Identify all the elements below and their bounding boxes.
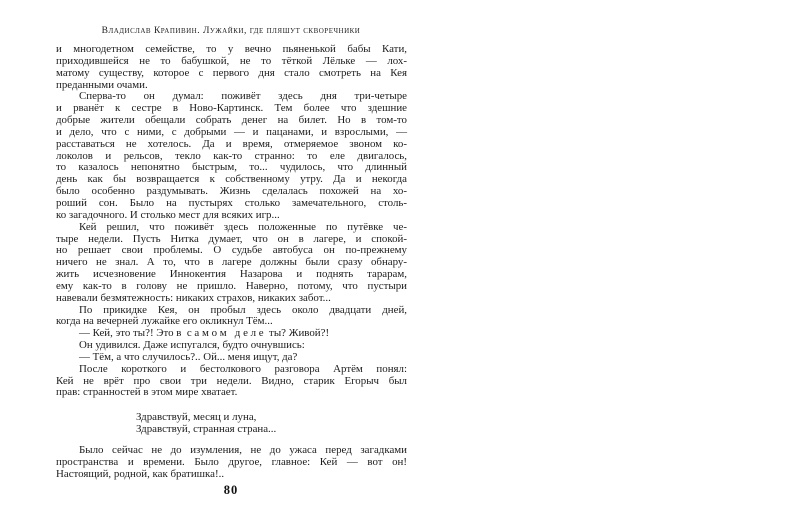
text-line: ему как-то в голову не пришло. Наверно, потому, что пустыри [56,279,407,292]
text-line: По прикидке Кея, он пробыл здесь около двадцати дней, [79,303,407,316]
verse-line: Здравствуй, странная страна... [136,423,277,436]
text-line: расставаться не хотелось. Да и время, отмеряемое звоном ко- [56,137,407,150]
text-line: Он удивился. Даже испугался, будто очнувшись: [79,339,305,352]
text-line: добрые жители обещали собрать денег на билет. Но в том-то [56,114,407,127]
text-line: и дело, что с ними, с добрыми — и пацанами, и взрослыми, — [56,125,407,138]
text-line: Сперва-то он думал: поживёт здесь дня три-четыре [79,90,407,103]
text-line: преданными очами. [56,78,148,91]
text-line: локолов и рельсов, текло как-то странно: то еле двигалось, [56,149,407,162]
text-line: приходившейся не то бабушкой, не то тёткой Лёльке — лох- [56,54,407,67]
text-line: тыре недели. Пусть Нитка думает, что он в лагере, и спокой- [56,232,407,245]
text-line: пространства и времени. Было другое, главное: Кей — вот он! [56,455,407,468]
text-line: роший сон. Было на пустырях столько замечательного, столь- [56,196,407,209]
text-line: прав: странностей в этом мире хватает. [56,386,238,399]
text-line: матому существу, которое с первого дня стало смотреть на Кея [56,66,407,79]
text-line: и многодетном семействе, то у вечно пьяненькой бабы Кати, [56,43,407,55]
text-line: и рванёт к сестре в Ново-Картинск. Тем более что здешние [56,102,407,115]
text-column [56,44,407,481]
verse-line: Здравствуй, месяц и луна, [136,411,257,424]
text-line: жить исчезновение Иннокентия Назарова и поднять тарарам, [56,268,407,281]
text-line: После короткого и бестолкового разговора Артём понял: [79,362,407,375]
text-line: ко загадочного. И столько мест для всяких игр... [56,208,280,221]
text-line: когда на вечерней лужайке его окликнул Тём... [56,315,273,328]
running-title: Владислав Крапивин. Лужайки, где пляшут скворечники [101,26,361,36]
text-line: Кей решил, что поживёт здесь положенные по путёвке че- [79,220,407,233]
text-line: день как бы возвращается к собственному утру. Да и некогда [56,173,407,186]
text-line: было особенно раздумывать. Жизнь сделалась похожей на хо- [56,185,407,198]
text-line: то казалось непонятно быстрым, то... чудилось, что длинный [56,161,407,174]
page-number: 80 [223,483,239,497]
text-line: ничего не знал. А то, что в лагере должны были сразу обнару- [56,256,407,269]
text-line: но решает свои проблемы. О судьбе автобуса он по-прежнему [56,244,407,257]
text-line: Было сейчас не до изумления, не до ужаса перед загадками [79,444,407,456]
text-line: Настоящий, родной, как братишка!.. [56,467,225,480]
text-line: — Тём, а что случилось?.. Ой... меня ищут, да? [79,350,298,363]
text-line: — Кей, это ты?! Это в с а м о м д е л е ты? Живой?! [79,327,330,340]
right-page [420,0,800,521]
text-line: Кей не врёт про свои три недели. Видно, старик Егорыч был [56,374,407,387]
text-line: навевали безмятежность: никаких страхов, никаких забот... [56,291,331,304]
